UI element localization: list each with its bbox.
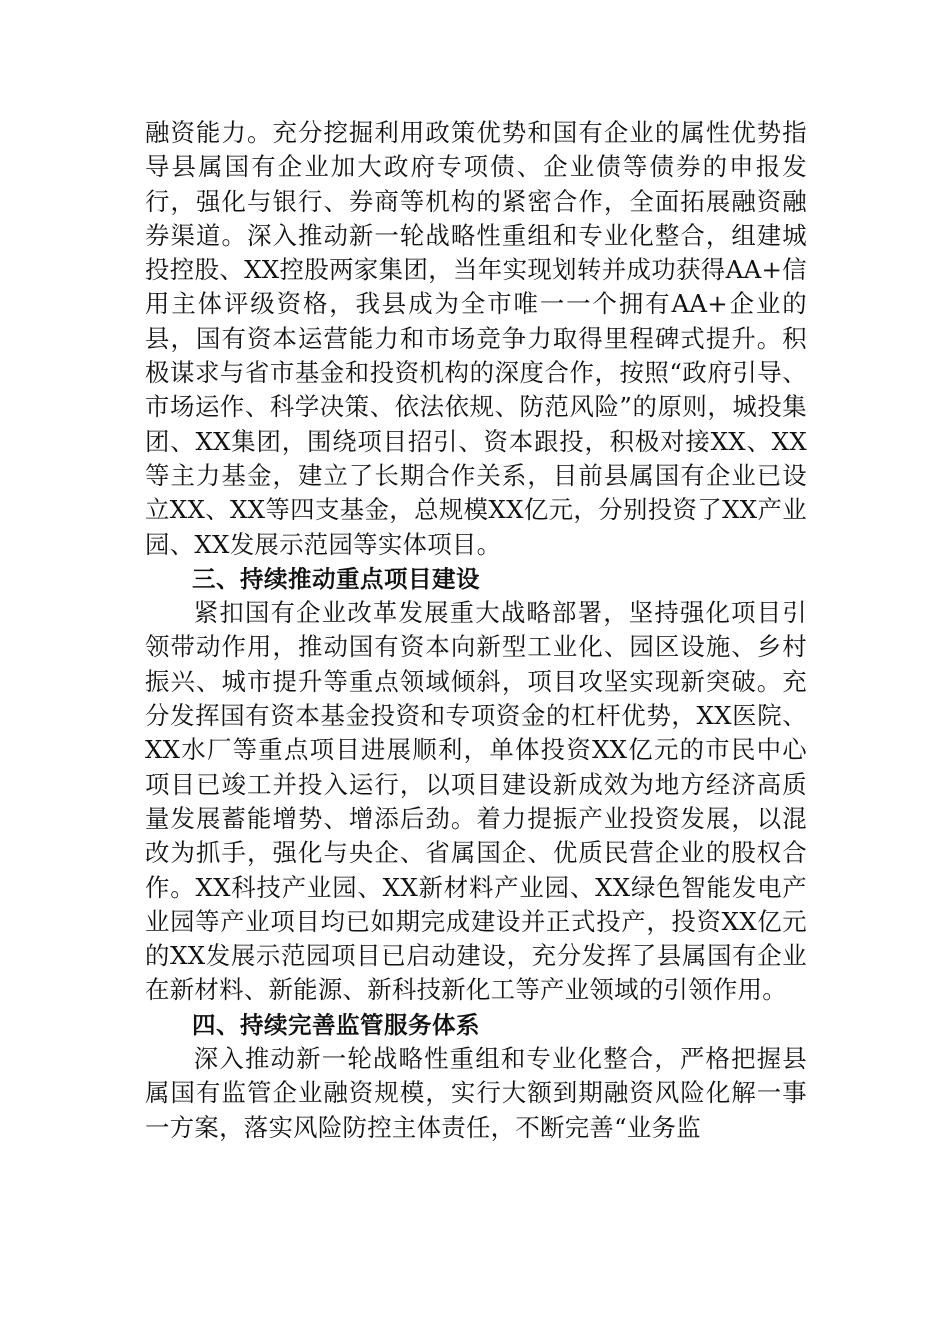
document-body [145,116,807,1145]
section-heading-key-projects: 三、持续推动重点项目建设 [192,564,480,593]
paragraph-supervision: 深入推动新一轮战略性重组和专业化整合，严格把握县属国有监管企业融资规模，实行大额到期融资风险化解一事一方案，落实风险防控主体责任，不断完善“业务监 [145,1044,807,1142]
paragraph-financing-capacity: 融资能力。充分挖掘利用政策优势和国有企业的属性优势指导县属国有企业加大政府专项债、企业债等债券的申报发行，强化与银行、券商等机构的紧密合作，全面拓展融资融券渠道。深入推动新一轮战略性重组和专业化整合，组建城投控股、XX控股两家集团，当年实现划转并成功获得AA+信用主体评级资格，我县成为全市唯一一个拥有AA+企业的县，国有资本运营能力和市场竞争力取得里程碑式提升。积极谋求与省市基金和投资机构的深度合作，按照“政府引导、市场运作、科学决策、依法依规、防范风险”的原则，城投集团、XX集团，围绕项目招引、资本跟投，积极对接XX、XX等主力基金，建立了长期合作关系，目前县属国有企业已设立XX、XX等四支基金，总规模XX亿元，分别投资了XX产业园、XX发展示范园等实体项目。 [145,118,807,559]
section-heading-supervision: 四、持续完善监管服务体系 [192,1010,480,1039]
paragraph-key-projects: 紧扣国有企业改革发展重大战略部署，坚持强化项目引领带动作用，推动国有资本向新型工业化、园区设施、乡村振兴、城市提升等重点领域倾斜，项目攻坚实现新突破。充分发挥国有资本基金投资和专项资金的杠杆优势，XX医院、XX水厂等重点项目进展顺利，单体投资XX亿元的市民中心项目已竣工并投入运行，以项目建设新成效为地方经济高质量发展蓄能增势、增添后劲。着力提振产业投资发展，以混改为抓手，强化与央企、省属国企、优质民营企业的股权合作。XX科技产业园、XX新材料产业园、XX绿色智能发电产业园等产业项目均已如期完成建设并正式投产，投资XX亿元的XX发展示范园项目已启动建设，充分发挥了县属国有企业在新材料、新能源、新科技新化工等产业领域的引领作用。 [145,598,807,1005]
